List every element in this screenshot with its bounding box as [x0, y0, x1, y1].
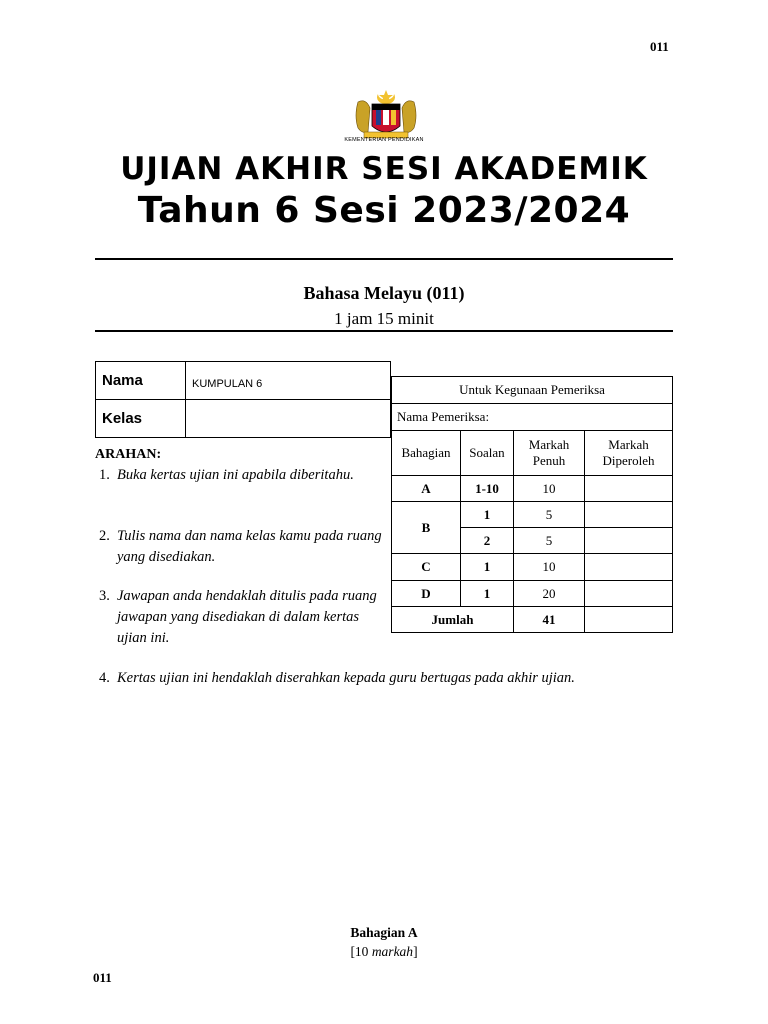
instruction-text: Tulis nama dan nama kelas kamu pada ruang yang disediakan.: [117, 528, 382, 565]
row-marks-obtained[interactable]: [585, 554, 673, 581]
table-row: [392, 554, 673, 581]
divider-bottom: [95, 330, 673, 332]
divider-top: [95, 258, 673, 260]
row-question: 1-10: [461, 476, 514, 502]
header-question: Soalan: [461, 431, 514, 476]
total-marks-obtained[interactable]: [585, 607, 673, 633]
row-marks-obtained[interactable]: [585, 581, 673, 607]
name-field[interactable]: KUMPULAN 6: [186, 362, 391, 400]
crest-shield: [372, 104, 400, 132]
exam-title: UJIAN AKHIR SESI AKADEMIK: [120, 151, 648, 187]
class-label: Kelas: [96, 400, 186, 438]
row-full-marks: 10: [514, 554, 585, 581]
row-full-marks: 10: [514, 476, 585, 502]
student-info-table: [95, 361, 391, 438]
table-row: [392, 502, 673, 528]
row-question: 1: [461, 502, 514, 528]
header-section: Bahagian: [392, 431, 461, 476]
table-row: [392, 476, 673, 502]
row-question: 2: [461, 528, 514, 554]
marks-word: markah: [371, 944, 414, 959]
instruction-number: 3.: [99, 588, 110, 604]
examiner-table: [391, 376, 673, 633]
class-field[interactable]: [186, 400, 391, 438]
page-code-bottom: 011: [93, 970, 112, 985]
instruction-text: Jawapan anda hendaklah ditulis pada ruang jawapan yang disediakan di dalam kertas ujian ini.: [117, 588, 377, 646]
total-label: Jumlah: [392, 607, 514, 633]
name-label: Nama: [96, 362, 186, 400]
row-full-marks: 20: [514, 581, 585, 607]
row-marks-obtained[interactable]: [585, 528, 673, 554]
examiner-name-label: Nama Pemeriksa:: [392, 404, 673, 431]
instruction-number: 4.: [99, 670, 110, 686]
row-marks-obtained[interactable]: [585, 502, 673, 528]
marks-open: [10: [350, 944, 372, 959]
total-row: [392, 607, 673, 633]
crest-crescent-star: [377, 90, 395, 104]
table-row: [392, 581, 673, 607]
instruction-number: 2.: [99, 528, 110, 544]
instruction-text: Buka kertas ujian ini apabila diberitahu.: [117, 467, 354, 483]
row-section: D: [392, 581, 461, 607]
instructions-heading: ARAHAN:: [95, 447, 162, 462]
section-title: Bahagian A: [350, 925, 418, 940]
marks-close: ]: [413, 944, 418, 959]
instruction-item: [99, 668, 699, 689]
examiner-table-title: Untuk Kegunaan Pemeriksa: [392, 377, 673, 404]
section-marks: [0, 944, 768, 960]
instruction-item: [99, 465, 389, 486]
instruction-number: 1.: [99, 467, 110, 483]
row-section: B: [392, 502, 461, 554]
row-section: A: [392, 476, 461, 502]
page-code-top: 011: [650, 39, 669, 54]
row-question: 1: [461, 554, 514, 581]
subject-name: Bahasa Melayu (011): [303, 283, 465, 303]
instruction-text: Kertas ujian ini hendaklah diserahkan kepada guru bertugas pada akhir ujian.: [117, 670, 575, 686]
total-full-marks: 41: [514, 607, 585, 633]
row-section: C: [392, 554, 461, 581]
header-marks-obtained: Markah Diperoleh: [585, 431, 673, 476]
exam-duration: 1 jam 15 minit: [334, 309, 434, 328]
ministry-label: KEMENTERIAN PENDIDIKAN: [344, 137, 424, 143]
row-full-marks: 5: [514, 502, 585, 528]
exam-year-session: Tahun 6 Sesi 2023/2024: [137, 190, 631, 231]
instruction-item: [99, 526, 389, 568]
header-full-marks: Markah Penuh: [514, 431, 585, 476]
row-question: 1: [461, 581, 514, 607]
instruction-item: [99, 586, 389, 649]
row-marks-obtained[interactable]: [585, 476, 673, 502]
row-full-marks: 5: [514, 528, 585, 554]
